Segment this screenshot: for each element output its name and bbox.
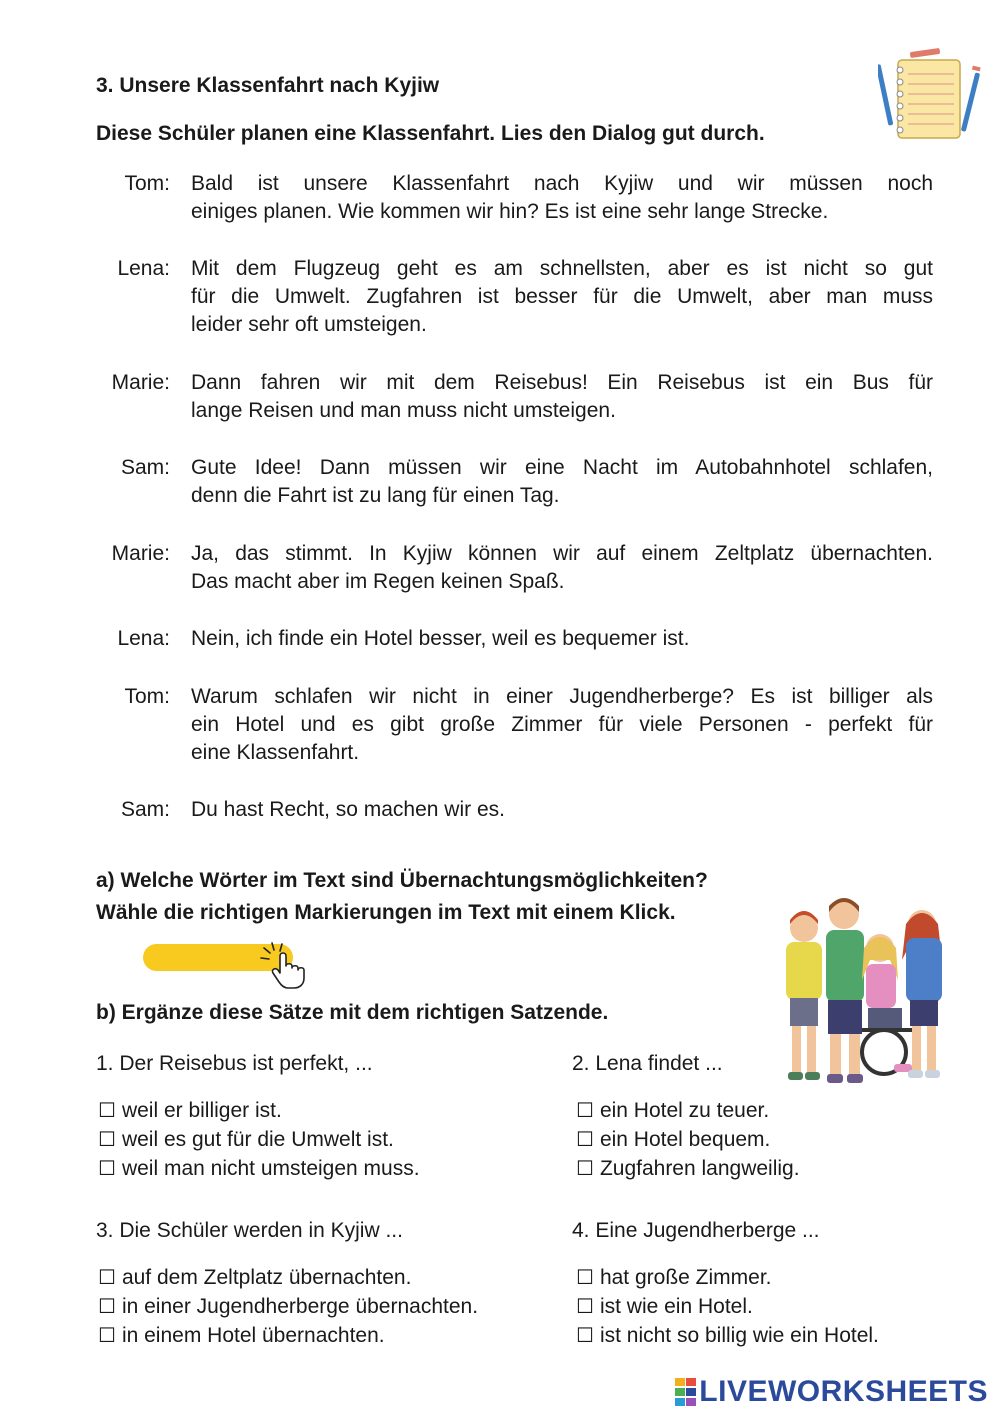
answer-option[interactable] (576, 1292, 879, 1321)
liveworksheets-logo[interactable] (675, 1374, 988, 1410)
option-label: ein Hotel bequem. (599, 1128, 771, 1151)
dialog-line: Du hast Recht, so machen wir es. (191, 798, 505, 821)
dialog-line: ein Hotel und es gibt große Zimmer für viele Personen - perfekt für (191, 713, 933, 736)
answer-option[interactable] (98, 1154, 420, 1183)
answer-options (98, 1263, 478, 1350)
speaker-label: Tom: (124, 172, 170, 195)
pointer-hand-icon (258, 940, 314, 990)
dialog-line: für die Umwelt. Zugfahren ist besser für die Umwelt, aber man muss (191, 285, 933, 308)
dialog-line: Ja, das stimmt. In Kyjiw können wir auf einem Zeltplatz übernachten. (191, 542, 933, 565)
answer-option[interactable] (576, 1321, 879, 1350)
option-label: hat große Zimmer. (599, 1266, 772, 1289)
option-label: weil man nicht umsteigen muss. (121, 1157, 420, 1180)
speaker-label: Tom: (124, 685, 170, 708)
checkbox[interactable]: ☐ (98, 1127, 116, 1151)
dialog-line: Dann fahren wir mit dem Reisebus! Ein Reisebus ist ein Bus für (191, 371, 933, 394)
dialog-line: einiges planen. Wie kommen wir hin? Es ist eine sehr lange Strecke. (191, 200, 829, 223)
speaker-label: Sam: (120, 456, 170, 479)
answer-options (98, 1096, 420, 1183)
checkbox[interactable]: ☐ (98, 1294, 116, 1318)
students-illustration (772, 890, 962, 1090)
dialog-line: leider sehr oft umsteigen. (191, 313, 427, 336)
dialog-line: Das macht aber im Regen keinen Spaß. (191, 570, 565, 593)
task-b-heading: b) Ergänze diese Sätze mit dem richtigen Satzende. (96, 1001, 609, 1024)
question-prompt: 2. Lena findet ... (572, 1052, 723, 1075)
task-a-question: a) Welche Wörter im Text sind Übernachtungsmöglichkeiten? (96, 869, 708, 892)
question-prompt: 4. Eine Jugendherberge ... (572, 1219, 820, 1242)
speaker-label: Lena: (117, 257, 170, 280)
checkbox[interactable]: ☐ (576, 1294, 594, 1318)
speaker-label: Marie: (111, 542, 170, 565)
dialog-line: Mit dem Flugzeug geht es am schnellsten, aber es ist nicht so gut (191, 257, 933, 280)
option-label: in einem Hotel übernachten. (121, 1324, 385, 1347)
task-a-instruction: Wähle die richtigen Markierungen im Text mit einem Klick. (96, 901, 676, 924)
answer-option[interactable] (98, 1263, 478, 1292)
dialog-line: Nein, ich finde ein Hotel besser, weil es bequemer ist. (191, 627, 690, 650)
checkbox[interactable]: ☐ (576, 1127, 594, 1151)
option-label: ist wie ein Hotel. (599, 1295, 753, 1318)
logo-blocks-icon (675, 1378, 697, 1406)
checkbox[interactable]: ☐ (576, 1323, 594, 1347)
speaker-label: Marie: (111, 371, 170, 394)
option-label: auf dem Zeltplatz übernachten. (121, 1266, 412, 1289)
option-label: weil es gut für die Umwelt ist. (121, 1128, 394, 1151)
answer-option[interactable] (98, 1125, 420, 1154)
option-label: weil er billiger ist. (121, 1099, 282, 1122)
checkbox[interactable]: ☐ (98, 1098, 116, 1122)
notebook-icon (878, 44, 984, 144)
answer-option[interactable] (576, 1263, 879, 1292)
dialog-line: lange Reisen und man muss nicht umsteigen. (191, 399, 616, 422)
dialog-line: Warum schlafen wir nicht in einer Jugendherberge? Es ist billiger als (191, 685, 933, 708)
checkbox[interactable]: ☐ (98, 1156, 116, 1180)
checkbox[interactable]: ☐ (98, 1265, 116, 1289)
checkbox[interactable]: ☐ (576, 1098, 594, 1122)
question-prompt: 1. Der Reisebus ist perfekt, ... (96, 1052, 373, 1075)
dialog-line: Bald ist unsere Klassenfahrt nach Kyjiw und wir müssen noch (191, 172, 933, 195)
dialog-line: denn die Fahrt ist zu lang für einen Tag. (191, 484, 560, 507)
answer-option[interactable] (576, 1096, 800, 1125)
page-title: 3. Unsere Klassenfahrt nach Kyjiw (96, 74, 440, 97)
answer-options (576, 1096, 800, 1183)
checkbox[interactable]: ☐ (576, 1265, 594, 1289)
option-label: ein Hotel zu teuer. (599, 1099, 770, 1122)
dialog-line: Gute Idee! Dann müssen wir eine Nacht im Autobahnhotel schlafen, (191, 456, 933, 479)
answer-option[interactable] (98, 1096, 420, 1125)
option-label: Zugfahren langweilig. (599, 1157, 800, 1180)
speaker-label: Lena: (117, 627, 170, 650)
option-label: ist nicht so billig wie ein Hotel. (599, 1324, 879, 1347)
answer-option[interactable] (98, 1321, 478, 1350)
question-prompt: 3. Die Schüler werden in Kyjiw ... (96, 1219, 403, 1242)
instruction: Diese Schüler planen eine Klassenfahrt. Lies den Dialog gut durch. (96, 122, 765, 145)
speaker-label: Sam: (120, 798, 170, 821)
checkbox[interactable]: ☐ (98, 1323, 116, 1347)
answer-option[interactable] (98, 1292, 478, 1321)
answer-option[interactable] (576, 1125, 800, 1154)
dialog-line: eine Klassenfahrt. (191, 741, 360, 764)
checkbox[interactable]: ☐ (576, 1156, 594, 1180)
logo-text: LIVEWORKSHEETS (699, 1375, 988, 1408)
answer-options (576, 1263, 879, 1350)
option-label: in einer Jugendherberge übernachten. (121, 1295, 479, 1318)
answer-option[interactable] (576, 1154, 800, 1183)
